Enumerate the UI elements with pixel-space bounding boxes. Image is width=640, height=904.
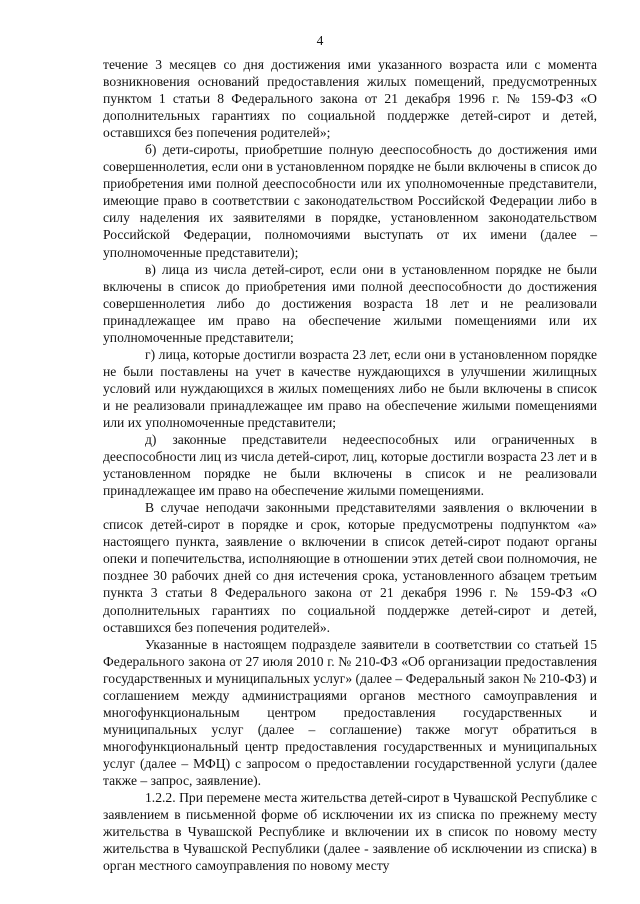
paragraph: г) лица, которые достигли возраста 23 лет, если они в установленном порядке не были поставлены на учет в качестве нуждающихся в улучшении жилищных условий или нуждающихся в жилых помещениях либо не были включены в список и не реализовали принадлежащее им право на обеспечение жилыми помещениями или их уполномоченные представители;	[103, 346, 597, 430]
paragraph: д) законные представители недееспособных или ограниченных в дееспособности лиц из числа детей-сирот, лиц, которые достигли возраста 23 лет и в установленном порядке не были включены в список и не реализовали принадлежащее им право на обеспечение жилыми помещениями.	[103, 432, 597, 499]
paragraph: в) лица из числа детей-сирот, если они в установленном порядке не были включены в список до приобретения ими полной дееспособности до достижения совершеннолетия либо до достижения возраста 18 лет и не реализовали принадлежащее им право на обеспечение жилыми помещениями или их уполномоченные представители;	[103, 261, 597, 345]
paragraph: 1.2.2. При перемене места жительства детей-сирот в Чувашской Республике с заявлением в письменной форме об исключении их из списка по прежнему месту жительства в Чувашской Республике и включении их в список по новому месту жительства в Чувашской Республики (далее - заявление об исключении из списка) в орган местного самоуправления по новому месту	[103, 790, 597, 874]
paragraph: В случае неподачи законными представителями заявления о включении в список детей-сирот в порядке и срок, которые предусмотрены подпунктом «а» настоящего пункта, заявление о включении в список детей-сирот подают органы опеки и попечительства, исполняющие в отношении этих детей свои полномочия, не позднее 30 рабочих дней со дня истечения срока, установленного абзацем третьим пункта 3 статьи 8 Федерального закона от 21 декабря 1996 г. № 159-ФЗ «О дополнительных гарантиях по социальной поддержке детей-сирот и детей, оставшихся без попечения родителей».	[103, 500, 597, 635]
paragraph: течение 3 месяцев со дня достижения ими указанного возраста или с момента возникновения оснований предоставления жилых помещений, предусмотренных пунктом 1 статьи 8 Федерального закона от 21 декабря 1996 г. № 159-ФЗ «О дополнительных гарантиях по социальной поддержке детей-сирот и детей, оставшихся без попечения родителей»;	[103, 57, 597, 141]
paragraph: б) дети-сироты, приобретшие полную дееспособность до достижения ими совершеннолетия, если они в установленном порядке не были включены в список до приобретения ими полной дееспособности или их уполномоченные представители, имеющие право в соответствии с законодательством Российской Федерации либо в силу наделения их заявителями в порядке, установленном законодательством Российской Федерации, полномочиями выступать от их имени (далее – уполномоченные представители);	[103, 142, 597, 260]
document-body	[103, 56, 597, 874]
paragraph: Указанные в настоящем подразделе заявители в соответствии со статьей 15 Федерального закона от 27 июля 2010 г. № 210-ФЗ «Об организации предоставления государственных и муниципальных услуг» (далее – Федеральный закон № 210-ФЗ) и соглашением между администрациями органов местного самоуправления и многофункциональным центром предоставления государственных и муниципальных услуг (далее – соглашение) также могут обратиться в многофункциональный центр предоставления государственных и муниципальных услуг (далее – МФЦ) с запросом о предоставлении государственной услуги (далее также – запрос, заявление).	[103, 636, 597, 788]
page-number: 4	[316, 33, 324, 48]
